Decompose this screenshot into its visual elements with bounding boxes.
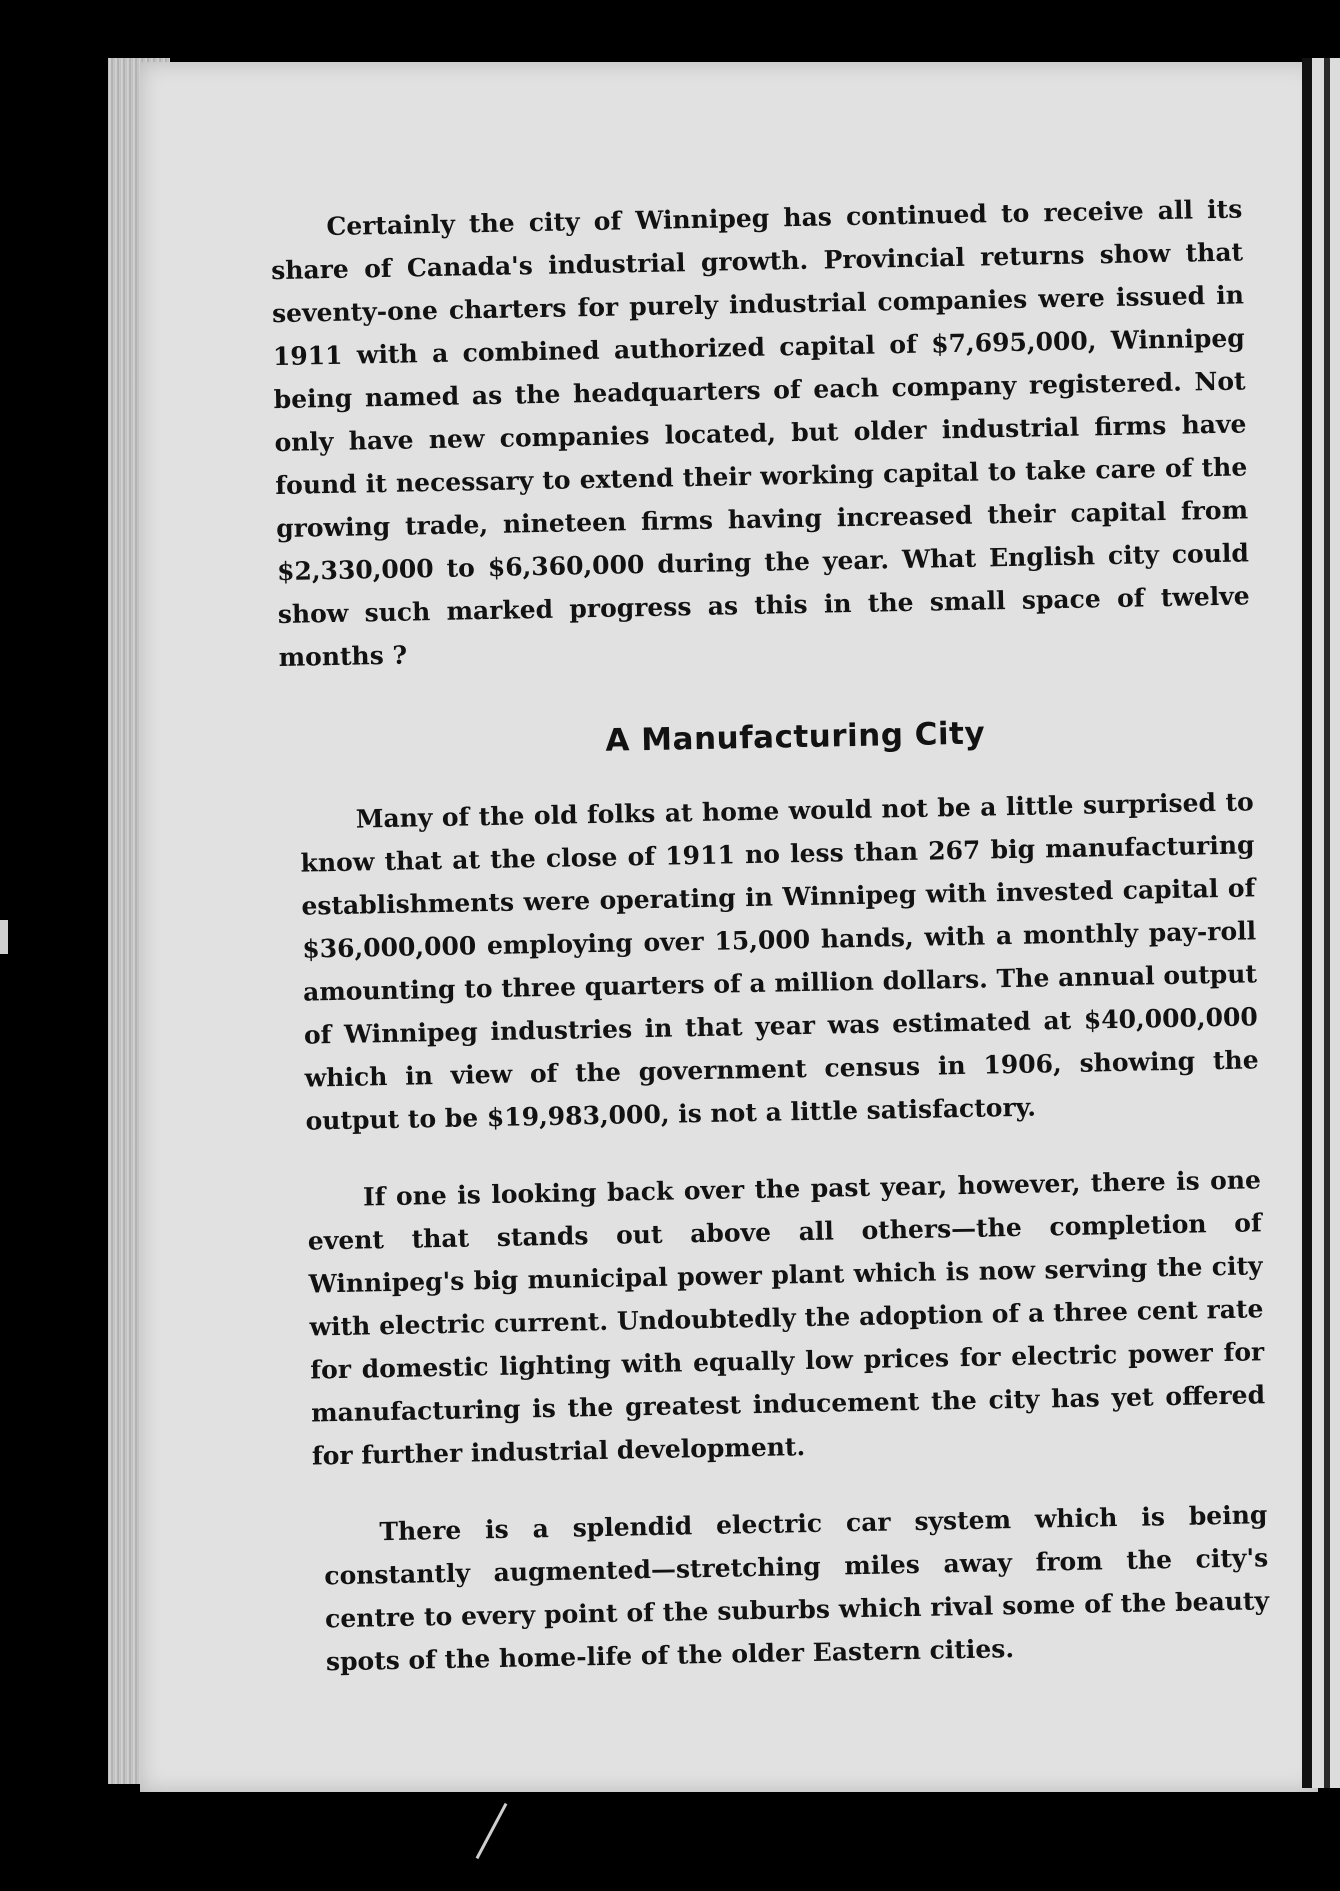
section-heading: A Manufacturing City bbox=[605, 715, 986, 759]
paragraph-industrial-growth: Certainly the city of Winnipeg has continued to receive all its share of Canada's industrial growth. Provincial returns show that seventy-one charters for purely industrial companies were issued in 1911 with a combined authorized capital of $7,695,000, Winnipeg being named as the headquarters of each company registered. Not only have new companies located, but older industrial firms have found it necessary to extend their working capital to take care of the growing trade, nineteen firms having increased their capital from $2,330,000 to $6,360,000 during the year. What English city could show such marked progress as this in the small space of twelve months ? bbox=[270, 194, 1250, 673]
paragraph-car-system: There is a splendid electric car system which is being constantly augmented—stretching miles away from the city's centre to every point of the suburbs which rival some of the beauty spots of the home-life of the older Eastern cities. bbox=[324, 1500, 1270, 1677]
margin-mark bbox=[0, 920, 8, 954]
binding-shadow bbox=[1324, 58, 1330, 1788]
paragraph-power-plant: If one is looking back over the past year, however, there is one event that stands out above all others—the completion of Winnipeg's big municipal power plant which is now serving the city with electric current. Undoubtedly the adoption of a three cent rate for domestic lighting with equally low prices for electric power for manufacturing is the greatest inducement the city has yet offered for further industrial development. bbox=[307, 1165, 1266, 1471]
page-content bbox=[270, 187, 1270, 1682]
paragraph-manufacturing: Many of the old folks at home would not be a little surprised to know that at the close of 1911 no less than 267 big manufacturing establishments were operating in Winnipeg with invested capital of $36,000,000 employing over 15,000 hands, with a monthly pay-roll amounting to three quarters of a million dollars. The annual output of Winnipeg industries in that year was estimated at $40,000,000 which in view of the government census in 1906, showing the output to be $19,983,000, is not a little satisfactory. bbox=[300, 787, 1259, 1136]
scan-artifact bbox=[476, 1803, 508, 1859]
adjacent-page-edge bbox=[1302, 58, 1340, 1788]
